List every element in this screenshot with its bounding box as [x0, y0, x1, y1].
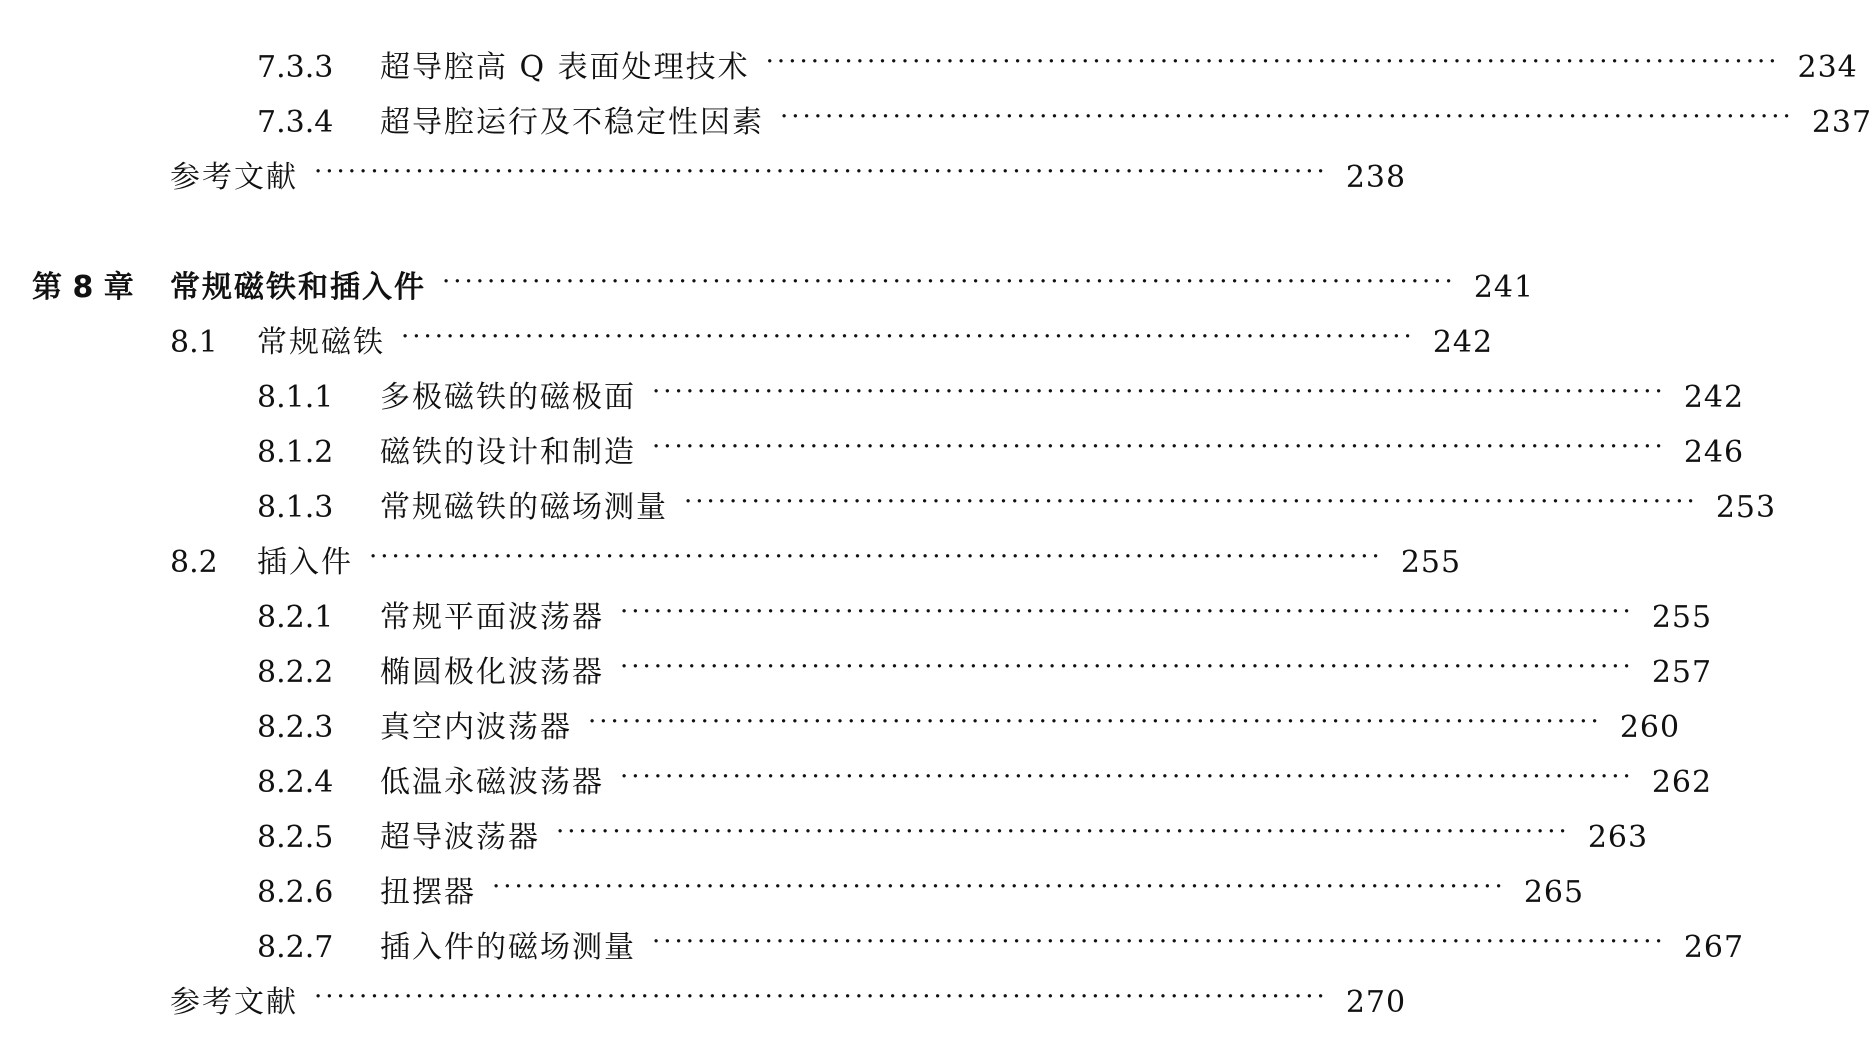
dot-leader: ··························································································: [684, 487, 1698, 517]
entry-title: 常规磁铁的磁场测量: [380, 490, 668, 525]
section-title: 插入件: [257, 545, 353, 580]
entry-number: 7.3.4: [257, 105, 334, 140]
entry-content: [380, 707, 1681, 745]
entry-number: 8.2.2: [257, 655, 334, 690]
entry-content: [170, 982, 1407, 1020]
entry-content: [380, 597, 1713, 635]
entry-page-number: 257: [1651, 655, 1713, 690]
entry-page-number: 246: [1683, 435, 1745, 470]
toc-entry[interactable]: [0, 99, 1872, 147]
entry-title: 真空内波荡器: [380, 710, 572, 745]
entry-content: [380, 927, 1745, 965]
entry-title: 低温永磁波荡器: [380, 765, 604, 800]
section-title: 常规磁铁: [257, 325, 385, 360]
toc-entry[interactable]: [0, 429, 1745, 477]
entry-content: [257, 542, 1462, 580]
entry-number: 7.3.3: [257, 50, 334, 85]
entry-content: [380, 872, 1585, 910]
entry-content: [380, 487, 1777, 525]
entry-page-number: 253: [1715, 490, 1777, 525]
dot-leader: ··························································································: [780, 102, 1794, 132]
dot-leader: ··························································································: [652, 377, 1666, 407]
dot-leader: ··························································································: [652, 927, 1666, 957]
entry-content: [170, 157, 1407, 195]
dot-leader: ··························································································: [556, 817, 1570, 847]
toc-entry[interactable]: [0, 154, 1407, 202]
section-number: 8.2: [170, 545, 218, 580]
entry-page-number: 242: [1683, 380, 1745, 415]
entry-title: 超导腔运行及不稳定性因素: [380, 105, 764, 140]
entry-title: 多极磁铁的磁极面: [380, 380, 636, 415]
entry-page-number: 242: [1432, 325, 1494, 360]
entry-page-number: 237: [1811, 105, 1872, 140]
entry-number: 8.2.3: [257, 710, 334, 745]
entry-title: 磁铁的设计和制造: [380, 435, 636, 470]
toc-entry[interactable]: [0, 704, 1681, 752]
dot-leader: ··························································································: [314, 982, 1328, 1012]
dot-leader: ··························································································: [620, 762, 1634, 792]
entry-page-number: 241: [1473, 270, 1535, 305]
section-number: 8.1: [170, 325, 218, 360]
toc-entry[interactable]: [0, 319, 1494, 367]
entry-page-number: 234: [1797, 50, 1858, 85]
entry-title: 椭圆极化波荡器: [380, 655, 604, 690]
entry-page-number: 262: [1651, 765, 1713, 800]
entry-content: [380, 377, 1745, 415]
entry-page-number: 267: [1683, 930, 1745, 965]
entry-number: 8.2.5: [257, 820, 334, 855]
chapter-number: 第 8 章: [32, 270, 134, 305]
entry-content: [380, 652, 1713, 690]
toc-entry[interactable]: [0, 539, 1462, 587]
entry-title: 参考文献: [170, 985, 298, 1020]
entry-number: 8.1.1: [257, 380, 334, 415]
entry-page-number: 255: [1651, 600, 1713, 635]
entry-content: [257, 322, 1494, 360]
entry-page-number: 270: [1345, 985, 1407, 1020]
entry-number: 8.1.3: [257, 490, 334, 525]
dot-leader: ··························································································: [588, 707, 1602, 737]
entry-content: [380, 102, 1872, 140]
toc-chapter-entry[interactable]: [0, 264, 1535, 312]
chapter-title: 常规磁铁和插入件: [170, 270, 426, 305]
entry-content: [380, 817, 1649, 855]
toc-entry[interactable]: [0, 484, 1777, 532]
entry-content: [380, 47, 1858, 85]
dot-leader: ··························································································: [620, 652, 1634, 682]
entry-number: 8.2.7: [257, 930, 334, 965]
entry-title: 超导波荡器: [380, 820, 540, 855]
entry-page-number: 255: [1400, 545, 1462, 580]
entry-content: [380, 432, 1745, 470]
entry-title: 超导腔高 Q 表面处理技术: [380, 50, 750, 85]
dot-leader: ··························································································: [620, 597, 1634, 627]
toc-entry[interactable]: [0, 869, 1585, 917]
entry-number: 8.2.4: [257, 765, 334, 800]
toc-entry[interactable]: [0, 759, 1713, 807]
entry-number: 8.2.6: [257, 875, 334, 910]
toc-entry[interactable]: [0, 814, 1649, 862]
entry-page-number: 265: [1523, 875, 1585, 910]
dot-leader: ··························································································: [369, 542, 1383, 572]
entry-title: 扭摆器: [380, 875, 476, 910]
entry-title: 参考文献: [170, 160, 298, 195]
dot-leader: ··························································································: [652, 432, 1666, 462]
dot-leader: ··························································································: [442, 267, 1456, 297]
dot-leader: ··························································································: [492, 872, 1506, 902]
toc-entry[interactable]: [0, 44, 1858, 92]
dot-leader: ··························································································: [314, 157, 1328, 187]
entry-number: 8.1.2: [257, 435, 334, 470]
entry-page-number: 260: [1619, 710, 1681, 745]
dot-leader: ··························································································: [765, 47, 1780, 77]
toc-entry[interactable]: [0, 594, 1713, 642]
toc-entry[interactable]: [0, 924, 1745, 972]
entry-title: 常规平面波荡器: [380, 600, 604, 635]
entry-content: [380, 762, 1713, 800]
toc-entry[interactable]: [0, 374, 1745, 422]
entry-title: 插入件的磁场测量: [380, 930, 636, 965]
dot-leader: ··························································································: [401, 322, 1415, 352]
entry-number: 8.2.1: [257, 600, 334, 635]
toc-entry[interactable]: [0, 979, 1407, 1027]
entry-page-number: 263: [1587, 820, 1649, 855]
entry-content: [170, 267, 1535, 305]
entry-page-number: 238: [1345, 160, 1407, 195]
toc-entry[interactable]: [0, 649, 1713, 697]
